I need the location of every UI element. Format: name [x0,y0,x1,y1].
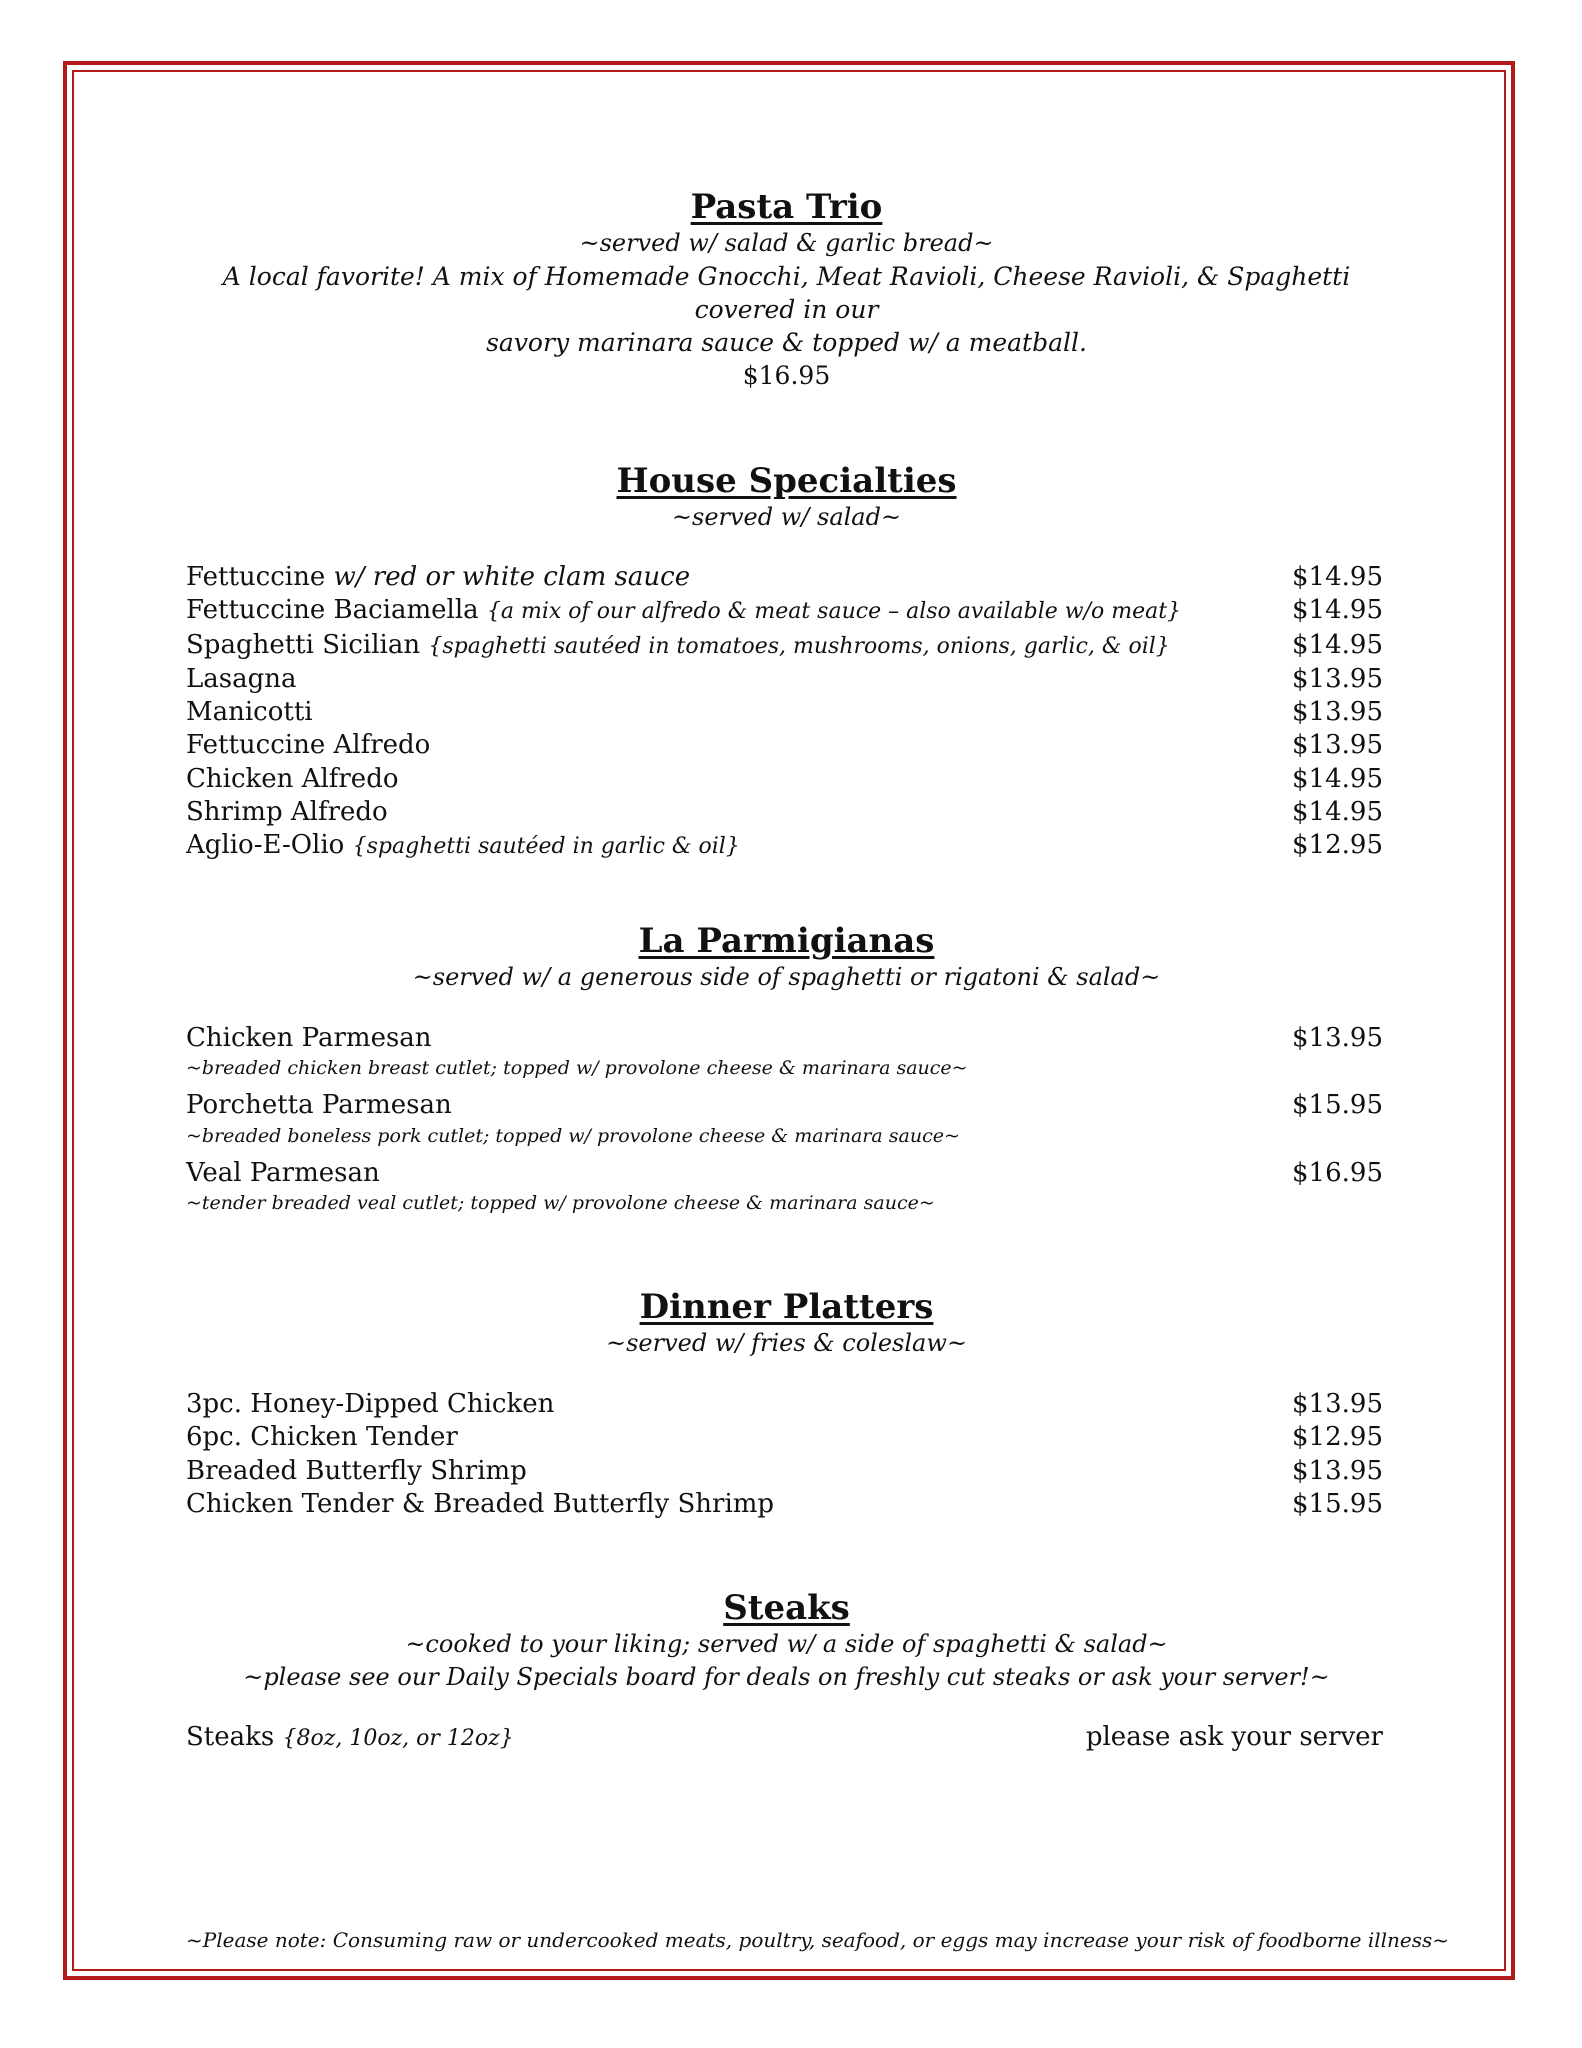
steaks-note-2: ~please see our Daily Specials board for deals on freshly cut steaks or ask your server!~ [243,1663,1330,1691]
item-name: Chicken Alfredo [186,763,399,794]
pasta-trio-description-line-2: savory marinara sauce & topped w/ a meatball. [486,328,1087,357]
menu-item [186,594,1387,628]
menu-item [186,1157,1387,1216]
item-price: $15.95 [1292,1488,1383,1519]
item-price: $13.95 [1292,1389,1383,1419]
item-name: Veal Parmesan [186,1157,380,1188]
item-name: Manicotti [186,697,313,728]
steaks-title: Steaks [723,1588,850,1628]
menu-item [186,829,1387,863]
item-detail: {spaghetti sautéed in tomatoes, mushrooms, onions, garlic, & oil} [428,633,1170,659]
item-price: $14.95 [1292,562,1383,592]
item-description: ~breaded chicken breast cutlet; topped w/ provolone cheese & marinara sauce~ [186,1057,968,1080]
item-price: $15.95 [1292,1090,1383,1121]
item-price: $13.95 [1292,730,1383,761]
menu-item [186,1089,1387,1148]
dinner-platters-title: Dinner Platters [639,1287,934,1327]
item-detail: w/ red or white clam sauce [333,562,691,592]
item-detail: {8oz, 10oz, or 12oz} [282,1726,514,1751]
item-name: Breaded Butterfly Shrimp [186,1455,527,1486]
item-price: $12.95 [1292,830,1383,861]
item-name: Steaks [186,1722,275,1752]
pasta-trio-section [186,187,1387,392]
item-name: Spaghetti Sicilian [186,629,421,660]
la-parmigianas-title: La Parmigianas [638,921,935,961]
menu-item [186,796,1387,829]
pasta-trio-title: Pasta Trio [690,187,883,227]
pasta-trio-note: ~served w/ salad & garlic bread~ [579,229,994,257]
item-name: Fettuccine Alfredo [186,730,431,761]
la-parmigianas-note: ~served w/ a generous side of spaghetti or rigatoni & salad~ [412,963,1161,991]
item-price: $13.95 [1292,1023,1383,1053]
house-specialties-section [186,461,1387,534]
menu-item [186,1421,1387,1454]
item-name: Fettuccine Baciamella [186,595,479,626]
item-description: ~breaded boneless pork cutlet; topped w/ provolone cheese & marinara sauce~ [186,1124,960,1147]
menu-item [186,629,1387,663]
item-price: $14.95 [1292,763,1383,794]
foodborne-illness-disclaimer: ~Please note: Consuming raw or undercooked meats, poultry, seafood, or eggs may increase your risk of foodborne illness~ [186,1928,1450,1952]
menu-item [186,663,1387,696]
dinner-platters-note: ~served w/ fries & coleslaw~ [605,1329,967,1357]
item-price: $13.95 [1292,697,1383,728]
house-specialties-note: ~served w/ salad~ [671,503,902,531]
item-price: please ask your server [1085,1722,1383,1752]
menu-item [186,561,1387,594]
item-description: ~tender breaded veal cutlet; topped w/ provolone cheese & marinara sauce~ [186,1191,935,1214]
item-name: Aglio-E-Olio [186,830,345,861]
item-price: $16.95 [1292,1157,1383,1188]
menu-item [186,1022,1387,1081]
menu-item [186,1721,1387,1755]
item-name: Lasagna [186,663,297,694]
item-name: Shrimp Alfredo [186,797,388,828]
house-specialties-list [186,561,1387,864]
item-price: $14.95 [1292,595,1383,626]
la-parmigianas-list [186,1022,1387,1224]
menu-item [186,1388,1387,1421]
item-name: Chicken Tender & Breaded Butterfly Shrimp [186,1488,775,1519]
item-detail: {spaghetti sautéed in garlic & oil} [352,834,740,860]
item-detail: {a mix of our alfredo & meat sauce – also available w/o meat} [486,599,1182,625]
menu-item [186,696,1387,729]
item-price: $13.95 [1292,1455,1383,1486]
steaks-section [186,1588,1387,1694]
item-name: Fettuccine [186,562,326,592]
item-name: 6pc. Chicken Tender [186,1422,458,1453]
item-name: 3pc. Honey-Dipped Chicken [186,1389,555,1419]
item-price: $14.95 [1292,797,1383,828]
dinner-platters-list [186,1388,1387,1521]
item-price: $12.95 [1292,1422,1383,1453]
menu-item [186,1455,1387,1488]
house-specialties-title: House Specialties [616,461,957,501]
item-name: Porchetta Parmesan [186,1090,452,1121]
menu-item [186,1488,1387,1521]
steaks-list [186,1721,1387,1755]
item-price: $13.95 [1292,663,1383,694]
la-parmigianas-section [186,921,1387,994]
item-name: Chicken Parmesan [186,1023,432,1053]
steaks-note-1: ~cooked to your liking; served w/ a side of spaghetti & salad~ [405,1630,1168,1658]
menu-item [186,729,1387,762]
dinner-platters-section [186,1287,1387,1360]
menu-item [186,763,1387,796]
pasta-trio-price: $16.95 [742,361,831,390]
item-price: $14.95 [1292,629,1383,660]
pasta-trio-description-line-1: A local favorite! A mix of Homemade Gnocchi, Meat Ravioli, Cheese Ravioli, & Spaghetti covered in our [222,262,1351,324]
